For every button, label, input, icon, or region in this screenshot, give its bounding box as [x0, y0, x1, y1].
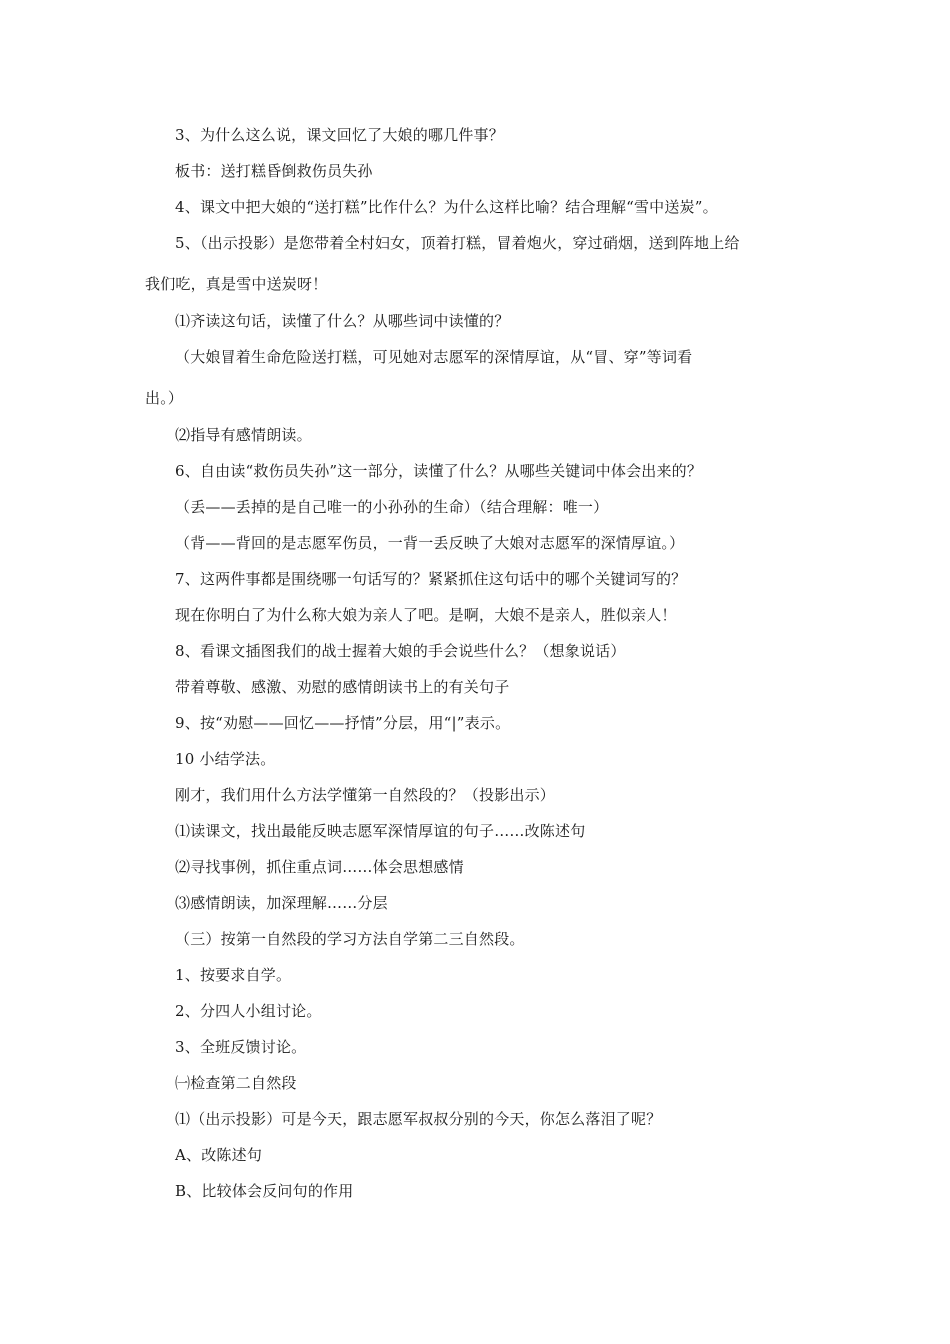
method-step-2: ⑵寻找事例，抓住重点词……体会思想感情: [175, 858, 464, 876]
question-4: 4、课文中把大娘的“送打糕”比作什么？为什么这样比喻？结合理解“雪中送炭”。: [175, 198, 718, 216]
option-b: B、比较体会反问句的作用: [175, 1182, 354, 1200]
question-7: 7、这两件事都是围绕哪一句话写的？紧紧抓住这句话中的哪个关键词写的？: [175, 570, 687, 588]
question-3: 3、为什么这么说，课文回忆了大娘的哪几件事？: [175, 126, 504, 144]
question-7-note: 现在你明白了为什么称大娘为亲人了吧。是啊，大娘不是亲人，胜似亲人！: [175, 606, 677, 624]
method-step-3: ⑶感情朗读，加深理解……分层: [175, 894, 388, 912]
question-9: 9、按“劝慰——回忆——抒情”分层，用“|”表示。: [175, 714, 511, 732]
answer-note-lose: （丢——丢掉的是自己唯一的小孙孙的生命）（结合理解：唯一）: [175, 498, 609, 516]
option-a: A、改陈述句: [175, 1146, 263, 1164]
section-3-heading: （三）按第一自然段的学习方法自学第二三自然段。: [175, 930, 525, 948]
self-study-step-2: 2、分四人小组讨论。: [175, 1002, 322, 1020]
self-study-step-1: 1、按要求自学。: [175, 966, 292, 984]
answer-note-carry: （背——背回的是志愿军伤员，一背一丢反映了大娘对志愿军的深情厚谊。）: [175, 534, 685, 552]
check-paragraph-2: ㈠检查第二自然段: [175, 1074, 297, 1092]
question-8-note: 带着尊敬、感激、劝慰的感情朗读书上的有关句子: [175, 678, 510, 696]
answer-note-1-continued: 出。）: [145, 389, 184, 407]
question-8: 8、看课文插图我们的战士握着大娘的手会说些什么？（想象说话）: [175, 642, 626, 660]
question-6: 6、自由读“救伤员失孙”这一部分，读懂了什么？从哪些关键词中体会出来的？: [175, 462, 703, 480]
item-1-read-aloud: ⑴齐读这句话，读懂了什么？从哪些词中读懂的？: [175, 312, 510, 330]
answer-note-1: （大娘冒着生命危险送打糕，可见她对志愿军的深情厚谊，从“冒、穿”等词看: [175, 348, 693, 366]
summary-question: 刚才，我们用什么方法学懂第一自然段的？（投影出示）: [175, 786, 556, 804]
projection-question: ⑴（出示投影）可是今天，跟志愿军叔叔分别的今天，你怎么落泪了呢？: [175, 1110, 662, 1128]
question-5: 5、（出示投影）是您带着全村妇女，顶着打糕，冒着炮火，穿过硝烟，送到阵地上给: [175, 234, 740, 252]
board-notes: 板书：送打糕昏倒救伤员失孙: [175, 162, 373, 180]
method-step-1: ⑴读课文，找出最能反映志愿军深情厚谊的句子……改陈述句: [175, 822, 586, 840]
item-2-guided-reading: ⑵指导有感情朗读。: [175, 426, 312, 444]
question-10: 10 小结学法。: [175, 750, 276, 768]
question-5-continued: 我们吃，真是雪中送炭呀！: [145, 275, 328, 293]
self-study-step-3: 3、全班反馈讨论。: [175, 1038, 307, 1056]
